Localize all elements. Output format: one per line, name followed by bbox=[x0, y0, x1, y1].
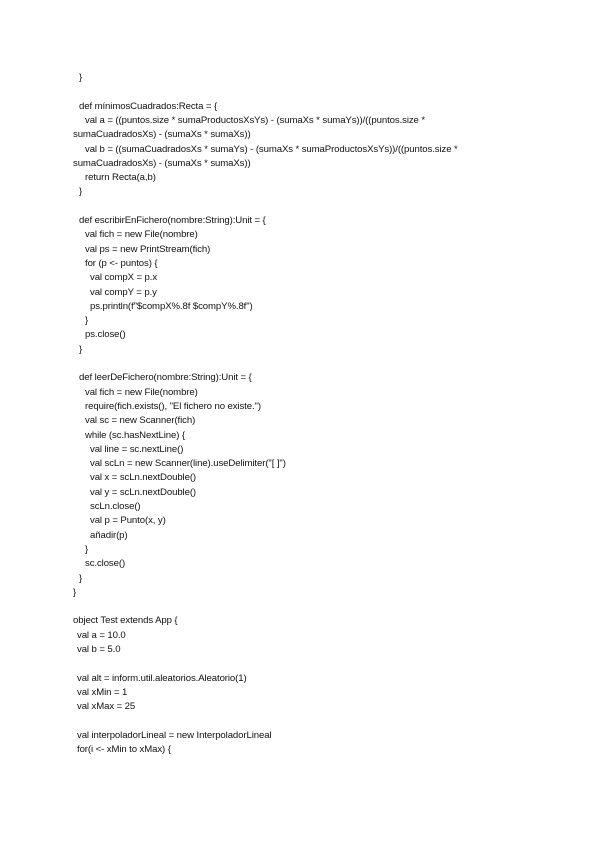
code-line: val alt = inform.util.aleatorios.Aleatorio(1) bbox=[77, 672, 247, 684]
code-line: } bbox=[79, 343, 83, 355]
code-line: ps.println(f"$compX%.8f $compY%.8f") bbox=[90, 300, 253, 312]
code-line: def escribirEnFichero(nombre:String):Unit = { bbox=[79, 215, 266, 226]
code-line: } bbox=[73, 586, 77, 598]
code-line: val ps = new PrintStream(fich) bbox=[85, 243, 211, 255]
code-line: } bbox=[79, 186, 83, 198]
code-line: sumaCuadradosXs) - (sumaXs * sumaXs)) bbox=[73, 129, 251, 141]
code-line: val y = scLn.nextDouble() bbox=[90, 486, 197, 498]
code-line: def leerDeFichero(nombre:String):Unit = { bbox=[79, 372, 252, 384]
code-line: val b = 5.0 bbox=[77, 644, 121, 655]
code-line: require(fich.exists(), "El fichero no existe.") bbox=[85, 400, 261, 412]
code-line: val fich = new File(nombre) bbox=[85, 386, 198, 398]
code-line: ps.close() bbox=[85, 329, 126, 341]
code-line: val compX = p.x bbox=[90, 272, 158, 284]
code-line: val b = ((sumaCuadradosXs * sumaYs) - (sumaXs * sumaProductosXsYs))/((puntos.size * bbox=[85, 143, 458, 155]
code-line: sc.close() bbox=[85, 558, 126, 570]
code-line: val xMax = 25 bbox=[77, 701, 136, 713]
code-line: val interpoladorLineal = new InterpoladorLineal bbox=[77, 729, 272, 741]
code-line: val fich = new File(nombre) bbox=[85, 229, 198, 241]
code-line: añadir(p) bbox=[90, 529, 128, 541]
code-line: for(i <- xMin to xMax) { bbox=[77, 744, 171, 756]
code-line: val xMin = 1 bbox=[77, 686, 128, 698]
code-line: val a = ((puntos.size * sumaProductosXsYs) - (sumaXs * sumaYs))/((puntos.size * bbox=[85, 114, 425, 126]
code-line: val compY = p.y bbox=[90, 286, 157, 298]
code-line: } bbox=[79, 72, 83, 83]
code-line: } bbox=[85, 315, 89, 327]
code-line: def mínimosCuadrados:Recta = { bbox=[79, 100, 218, 112]
code-line: } bbox=[79, 572, 83, 584]
code-line: val p = Punto(x, y) bbox=[90, 515, 166, 527]
code-line: sumaCuadradosXs) - (sumaXs * sumaXs)) bbox=[73, 157, 251, 169]
code-line: val a = 10.0 bbox=[77, 629, 126, 641]
code-line: val line = sc.nextLine() bbox=[90, 443, 184, 455]
code-line: object Test extends App { bbox=[73, 615, 178, 627]
code-line: scLn.close() bbox=[90, 501, 141, 512]
code-line: for (p <- puntos) { bbox=[85, 257, 158, 269]
code-line: val sc = new Scanner(fich) bbox=[85, 415, 196, 427]
code-line: val scLn = new Scanner(line).useDelimiter("[ ]") bbox=[90, 458, 286, 470]
code-line: val x = scLn.nextDouble() bbox=[90, 472, 197, 484]
code-line: } bbox=[85, 543, 89, 555]
code-line: return Recta(a,b) bbox=[85, 172, 156, 184]
code-line: while (sc.hasNextLine) { bbox=[85, 429, 185, 441]
